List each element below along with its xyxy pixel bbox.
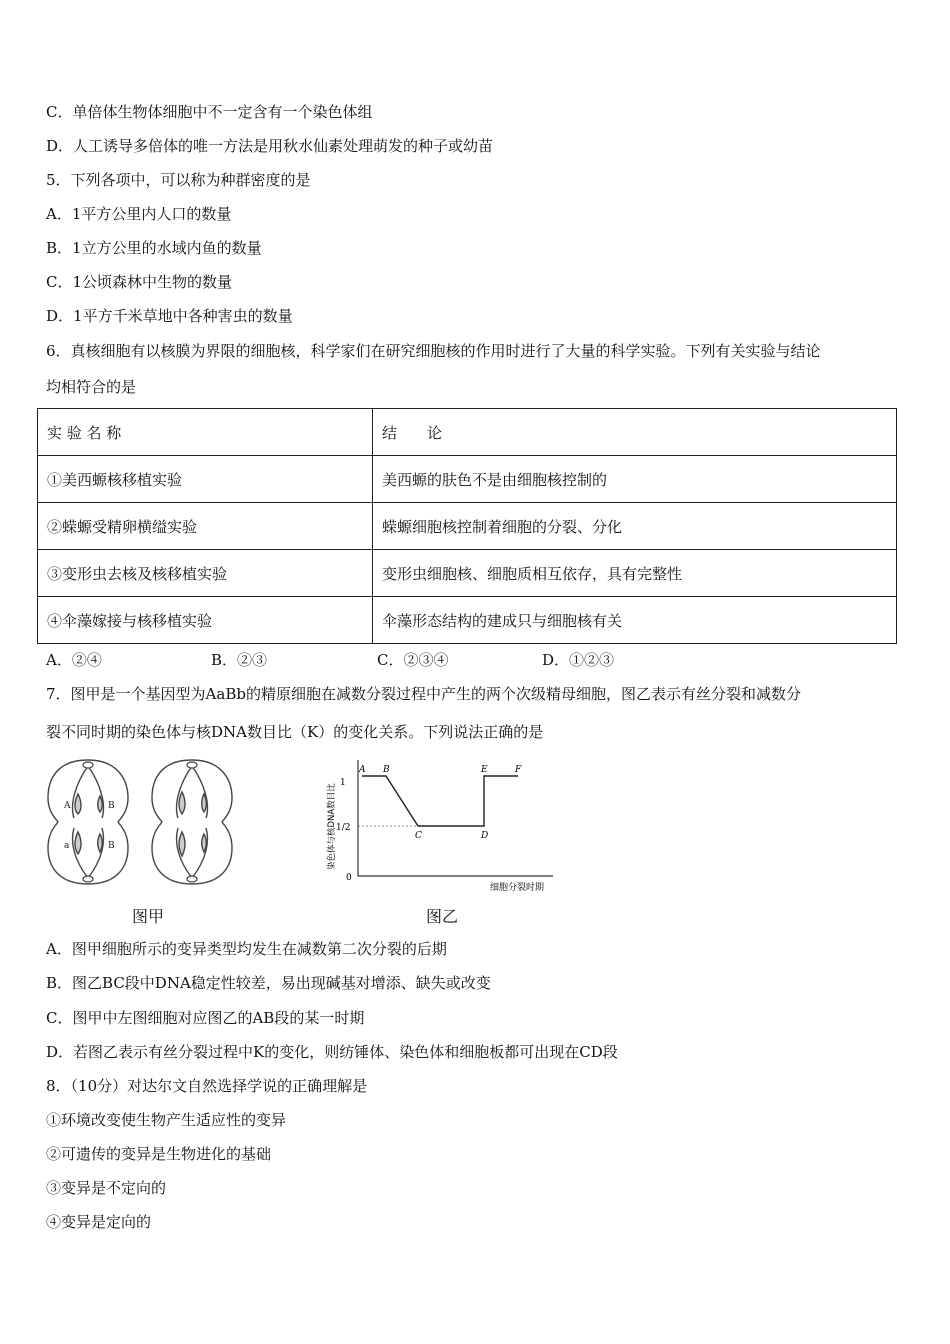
q6-option-b: B．②③ (211, 651, 268, 669)
gene-label-a: a (64, 841, 70, 851)
q6-stem-line1: 6．真核细胞有以核膜为界限的细胞核，科学家们在研究细胞核的作用时进行了大量的科学实验。下列有关实验与结论 (46, 342, 821, 360)
q5-stem: 5．下列各项中，可以称为种群密度的是 (46, 171, 311, 189)
q5-option-c: C．1公顷森林中生物的数量 (46, 273, 233, 291)
figure-jia-cells (44, 756, 244, 888)
figure-jia-caption: 图甲 (132, 907, 165, 926)
point-label-C: C (415, 831, 422, 841)
y-tick-half: 1/2 (336, 823, 351, 833)
gene-label-B2: B (108, 841, 115, 851)
left-cell-outline (48, 760, 128, 884)
table-cell-conclusion: 变形虫细胞核、细胞质相互依存，具有完整性 (373, 550, 897, 597)
table-cell-conclusion: 美西螈的肤色不是由细胞核控制的 (373, 456, 897, 503)
q7-option-b: B．图乙BC段中DNA稳定性较差，易出现碱基对增添、缺失或改变 (46, 974, 491, 992)
point-label-E: E (481, 765, 488, 775)
q8-stem: 8．（10分）对达尔文自然选择学说的正确理解是 (46, 1077, 368, 1095)
table-row (38, 503, 897, 550)
table-cell-experiment: ①美西螈核移植实验 (38, 456, 373, 503)
q8-item-1: ①环境改变使生物产生适应性的变异 (46, 1111, 287, 1129)
y-tick-1: 1 (340, 778, 346, 788)
q6-option-a: A．②④ (46, 651, 102, 669)
q6-stem-line2: 均相符合的是 (46, 378, 137, 396)
gene-label-B: B (108, 801, 115, 811)
q7-stem-line1: 7．图甲是一个基因型为AaBb的精原细胞在减数分裂过程中产生的两个次级精母细胞，图乙表示有丝分裂和减数分 (46, 685, 801, 703)
table-header-conclusion: 结 论 (373, 409, 897, 456)
q4-option-c: C．单倍体生物体细胞中不一定含有一个染色体组 (46, 103, 373, 121)
table-row (38, 456, 897, 503)
figure-yi-caption: 图乙 (426, 907, 459, 926)
table-cell-experiment: ④伞藻嫁接与核移植实验 (38, 597, 373, 644)
q7-option-d: D．若图乙表示有丝分裂过程中K的变化，则纺锤体、染色体和细胞板都可出现在CD段 (46, 1043, 618, 1061)
q5-option-d: D．1平方千米草地中各种害虫的数量 (46, 307, 293, 325)
q8-item-2: ②可遗传的变异是生物进化的基础 (46, 1145, 272, 1163)
y-tick-0: 0 (346, 873, 352, 883)
q7-stem-line2: 裂不同时期的染色体与核DNA数目比（K）的变化关系。下列说法正确的是 (46, 723, 544, 741)
table-cell-experiment: ②蝾螈受精卵横缢实验 (38, 503, 373, 550)
q5-option-b: B．1立方公里的水域内鱼的数量 (46, 239, 262, 257)
table-header-row (38, 409, 897, 456)
x-axis-label: 细胞分裂时期 (490, 883, 545, 893)
q8-item-3: ③变异是不定向的 (46, 1179, 167, 1197)
q4-option-d: D．人工诱导多倍体的唯一方法是用秋水仙素处理萌发的种子或幼苗 (46, 137, 494, 155)
q6-experiment-table (37, 408, 897, 644)
q8-item-4: ④变异是定向的 (46, 1213, 152, 1231)
table-header-experiment: 实 验 名 称 (38, 409, 373, 456)
table-row (38, 550, 897, 597)
right-cell-outline (152, 760, 232, 884)
gene-label-A: A (64, 801, 71, 811)
q6-option-d: D．①②③ (542, 651, 615, 669)
k-ratio-line (362, 776, 518, 826)
point-label-B: B (383, 765, 390, 775)
point-label-A: A (359, 765, 366, 775)
table-cell-conclusion: 蝾螈细胞核控制着细胞的分裂、分化 (373, 503, 897, 550)
table-cell-conclusion: 伞藻形态结构的建成只与细胞核有关 (373, 597, 897, 644)
table-row (38, 597, 897, 644)
q7-option-c: C．图甲中左图细胞对应图乙的AB段的某一时期 (46, 1009, 365, 1027)
q6-option-c: C．②③④ (377, 651, 449, 669)
y-axis-label: 染色体与核DNA数目比 (327, 783, 337, 870)
point-label-F: F (515, 765, 522, 775)
table-cell-experiment: ③变形虫去核及核移植实验 (38, 550, 373, 597)
q5-option-a: A．1平方公里内人口的数量 (46, 205, 232, 223)
point-label-D: D (481, 831, 489, 841)
q7-option-a: A．图甲细胞所示的变异类型均发生在减数第二次分裂的后期 (46, 940, 447, 958)
figure-yi-chart (318, 752, 568, 897)
